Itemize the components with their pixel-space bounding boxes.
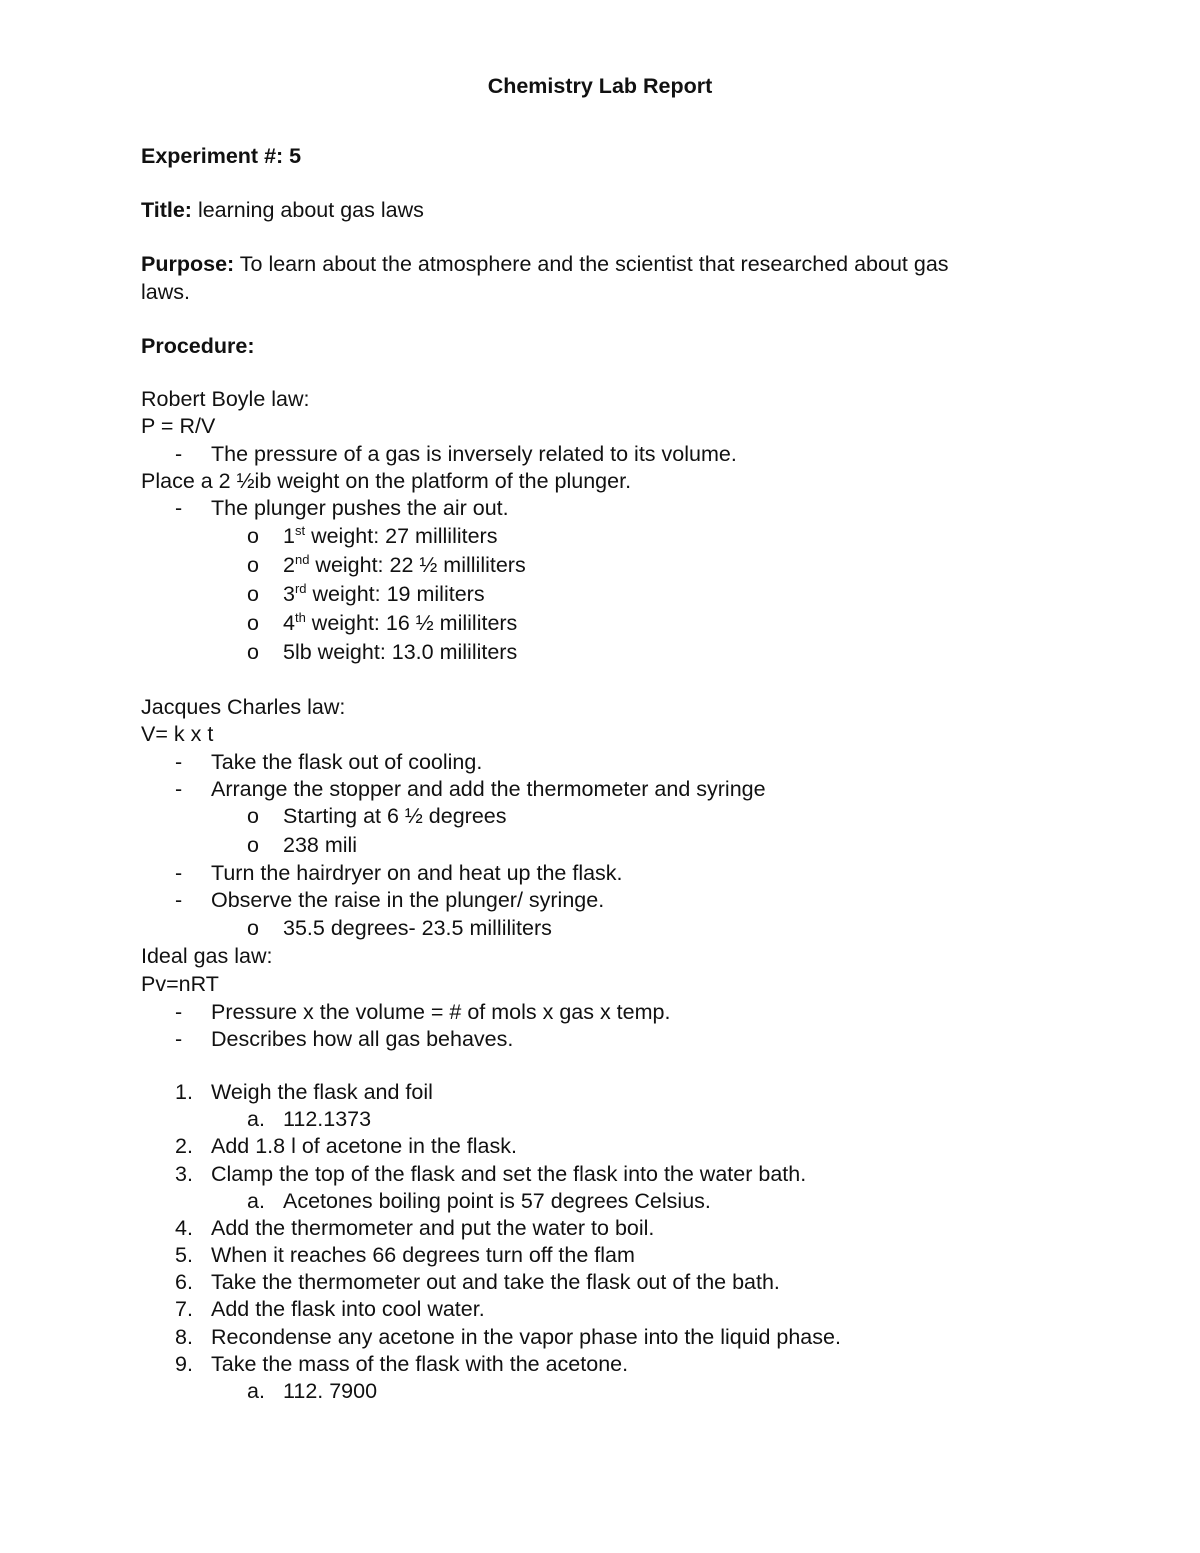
title-line	[141, 200, 424, 222]
report-title: Chemistry Lab Report	[487, 74, 713, 98]
ideal-formula: Pv=nRT	[141, 972, 219, 996]
circle-bullet: o	[247, 833, 259, 857]
boyle-bullet-2: The plunger pushes the air out.	[211, 496, 509, 520]
title-label: Title:	[141, 198, 192, 222]
experiment-line	[141, 146, 301, 168]
title-value: learning about gas laws	[191, 198, 424, 222]
step-number: 1.	[175, 1080, 193, 1104]
weight-item-5: 5lb weight: 13.0 mililiters	[283, 640, 518, 664]
step-text: Clamp the top of the flask and set the flask into the water bath.	[211, 1162, 807, 1186]
charles-step-2: Arrange the stopper and add the thermometer and syringe	[211, 777, 766, 801]
step-text: Add the thermometer and put the water to boil.	[211, 1216, 655, 1240]
dash-bullet: -	[175, 1027, 183, 1051]
weight-item-3: 3rd weight: 19 militers	[283, 581, 485, 606]
step-text: Weigh the flask and foil	[211, 1080, 433, 1104]
charles-step-1: Take the flask out of cooling.	[211, 750, 483, 774]
weight-item-2: 2nd weight: 22 ½ milliliters	[283, 552, 526, 577]
charles-sub-1: Starting at 6 ½ degrees	[283, 804, 507, 828]
step-sub-text: 112.1373	[283, 1107, 372, 1131]
step-text: Take the thermometer out and take the flask out of the bath.	[211, 1270, 780, 1294]
purpose-text-1: To learn about the atmosphere and the scientist that researched about gas	[234, 252, 949, 276]
purpose-line-1	[141, 254, 949, 276]
step-number: 7.	[175, 1297, 193, 1321]
charles-sub-3: 35.5 degrees- 23.5 milliliters	[283, 916, 552, 940]
purpose-text-2: laws.	[141, 280, 190, 304]
dash-bullet: -	[175, 888, 183, 912]
charles-heading: Jacques Charles law:	[141, 695, 346, 719]
step-sub-text: Acetones boiling point is 57 degrees Celsius.	[283, 1189, 711, 1213]
dash-bullet: -	[175, 496, 183, 520]
step-text: Add the flask into cool water.	[211, 1297, 485, 1321]
weight-item-4: 4th weight: 16 ½ mililiters	[283, 610, 518, 635]
step-number: 4.	[175, 1216, 193, 1240]
dash-bullet: -	[175, 442, 183, 466]
step-number: 2.	[175, 1134, 193, 1158]
experiment-value: 5	[283, 144, 302, 168]
step-text: Take the mass of the flask with the acetone.	[211, 1352, 629, 1376]
weight-item-1: 1st weight: 27 milliliters	[283, 523, 498, 548]
boyle-formula: P = R/V	[141, 414, 216, 438]
step-number: 6.	[175, 1270, 193, 1294]
charles-step-3: Turn the hairdryer on and heat up the flask.	[211, 861, 623, 885]
ideal-bullet-2: Describes how all gas behaves.	[211, 1027, 514, 1051]
experiment-label: Experiment #:	[141, 144, 284, 168]
step-sub-text: 112. 7900	[283, 1379, 378, 1403]
dash-bullet: -	[175, 1000, 183, 1024]
step-sub-letter: a.	[247, 1379, 265, 1403]
step-number: 3.	[175, 1162, 193, 1186]
charles-sub-2: 238 mili	[283, 833, 358, 857]
circle-bullet: o	[247, 582, 259, 606]
dash-bullet: -	[175, 861, 183, 885]
step-text: Add 1.8 l of acetone in the flask.	[211, 1134, 517, 1158]
procedure-label: Procedure:	[141, 334, 255, 358]
circle-bullet: o	[247, 916, 259, 940]
step-number: 8.	[175, 1325, 193, 1349]
step-number: 9.	[175, 1352, 193, 1376]
boyle-heading: Robert Boyle law:	[141, 387, 310, 411]
dash-bullet: -	[175, 777, 183, 801]
boyle-bullet-1: The pressure of a gas is inversely related to its volume.	[211, 442, 737, 466]
boyle-instruction: Place a 2 ½ib weight on the platform of the plunger.	[141, 469, 632, 493]
step-number: 5.	[175, 1243, 193, 1267]
step-sub-letter: a.	[247, 1107, 265, 1131]
circle-bullet: o	[247, 524, 259, 548]
circle-bullet: o	[247, 611, 259, 635]
step-sub-letter: a.	[247, 1189, 265, 1213]
step-text: When it reaches 66 degrees turn off the flam	[211, 1243, 635, 1267]
circle-bullet: o	[247, 553, 259, 577]
charles-formula: V= k x t	[141, 722, 214, 746]
purpose-label: Purpose:	[141, 252, 235, 276]
dash-bullet: -	[175, 750, 183, 774]
circle-bullet: o	[247, 640, 259, 664]
ideal-heading: Ideal gas law:	[141, 944, 273, 968]
step-text: Recondense any acetone in the vapor phase into the liquid phase.	[211, 1325, 841, 1349]
charles-step-4: Observe the raise in the plunger/ syringe.	[211, 888, 605, 912]
circle-bullet: o	[247, 804, 259, 828]
ideal-bullet-1: Pressure x the volume = # of mols x gas x temp.	[211, 1000, 671, 1024]
